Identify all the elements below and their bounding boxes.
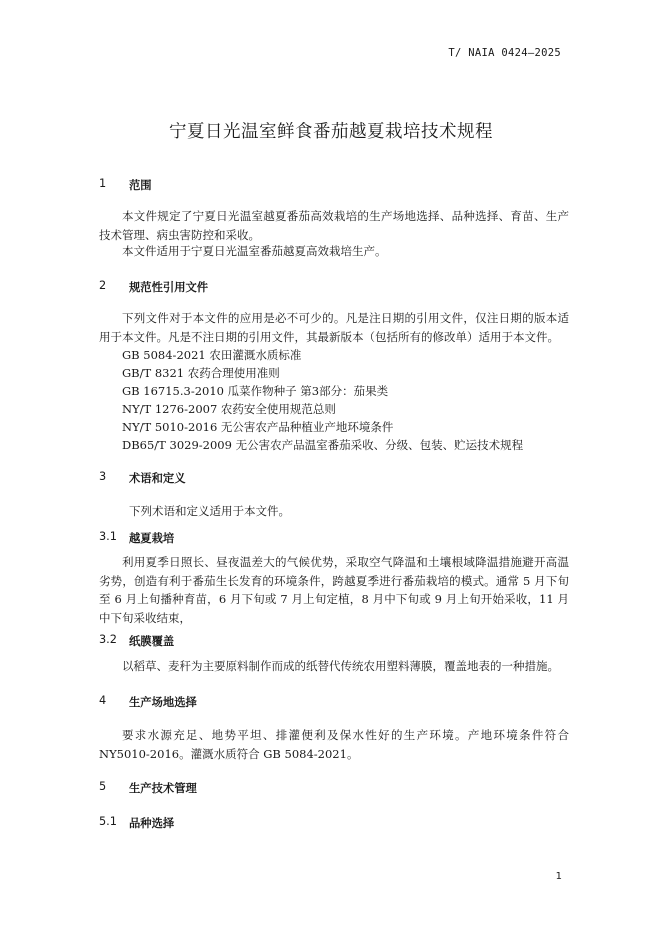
section-number: 4 [99,694,107,707]
section-2-heading [99,279,208,295]
section-title: 术语和定义 [129,472,186,485]
section-1-heading [99,177,152,193]
subsection-title: 越夏栽培 [129,532,175,545]
section-number: 2 [99,279,107,292]
section-number: 3 [99,470,107,483]
subsection-5-1-heading [99,815,174,831]
section-number: 5 [99,780,107,793]
section-5-heading [99,780,197,796]
scope-paragraph-2: 本文件适用于宁夏日光温室番茄越夏高效栽培生产。 [122,244,387,258]
subsection-3-1-heading [99,530,174,546]
section-title: 生产技术管理 [129,782,197,795]
reference-item: DB65/T 3029-2009 无公害农产品温室番茄采收、分级、包装、贮运技术规程 [122,438,524,452]
reference-item: NY/T 5010-2016 无公害农产品种植业产地环境条件 [122,420,394,434]
page-number: 1 [555,871,562,882]
section-3-heading [99,470,186,486]
subsection-number: 3.2 [99,633,117,646]
subsection-number: 5.1 [99,815,117,828]
scope-paragraph-1: 本文件规定了宁夏日光温室越夏番茄高效栽培的生产场地选择、品种选择、育苗、生产技术管理、病虫害防控和采收。 [99,209,569,242]
section-number: 1 [99,177,107,190]
subsection-title: 纸膜覆盖 [129,635,175,648]
terms-intro: 下列术语和定义适用于本文件。 [129,504,290,518]
reference-item: GB 5084-2021 农田灌溉水质标准 [122,348,302,362]
standard-code: T/ NAIA 0424—2025 [448,47,561,59]
section-title: 生产场地选择 [129,696,197,709]
section-4-heading [99,694,197,710]
subsection-3-2-heading [99,633,174,649]
site-selection-paragraph: 要求水源充足、地势平坦、排灌便利及保水性好的生产环境。产地环境条件符合NY5010-2016。灌溉水质符合 GB 5084-2021。 [99,728,569,761]
references-intro: 下列文件对于本文件的应用是必不可少的。凡是注日期的引用文件，仅注日期的版本适用于本文件。凡是不注日期的引用文件，其最新版本（包括所有的修改单）适用于本文件。 [99,311,569,344]
term-definition-paper-mulch: 以稻草、麦秆为主要原料制作而成的纸替代传统农用塑料薄膜，覆盖地表的一种措施。 [122,659,559,673]
term-definition-summer-cultivation: 利用夏季日照长、昼夜温差大的气候优势，采取空气降温和土壤根域降温措施避开高温劣势，创造有利于番茄生长发育的环境条件，跨越夏季进行番茄栽培的模式。通常 5 月下旬至 6 月上旬播种育苗，6 月下旬或 7 月上旬定植，8 月中下旬或 9 月上旬开始采收，11 月中下旬采收结束， [99,555,569,625]
subsection-title: 品种选择 [129,817,175,830]
reference-item: GB/T 8321 农药合理使用准则 [122,366,280,380]
document-title: 宁夏日光温室鲜食番茄越夏栽培技术规程 [169,122,493,142]
section-title: 范围 [129,179,152,192]
subsection-number: 3.1 [99,530,117,543]
reference-item: NY/T 1276-2007 农药安全使用规范总则 [122,402,336,416]
reference-item: GB 16715.3-2010 瓜菜作物种子 第3部分：茄果类 [122,384,389,398]
section-title: 规范性引用文件 [129,281,209,294]
